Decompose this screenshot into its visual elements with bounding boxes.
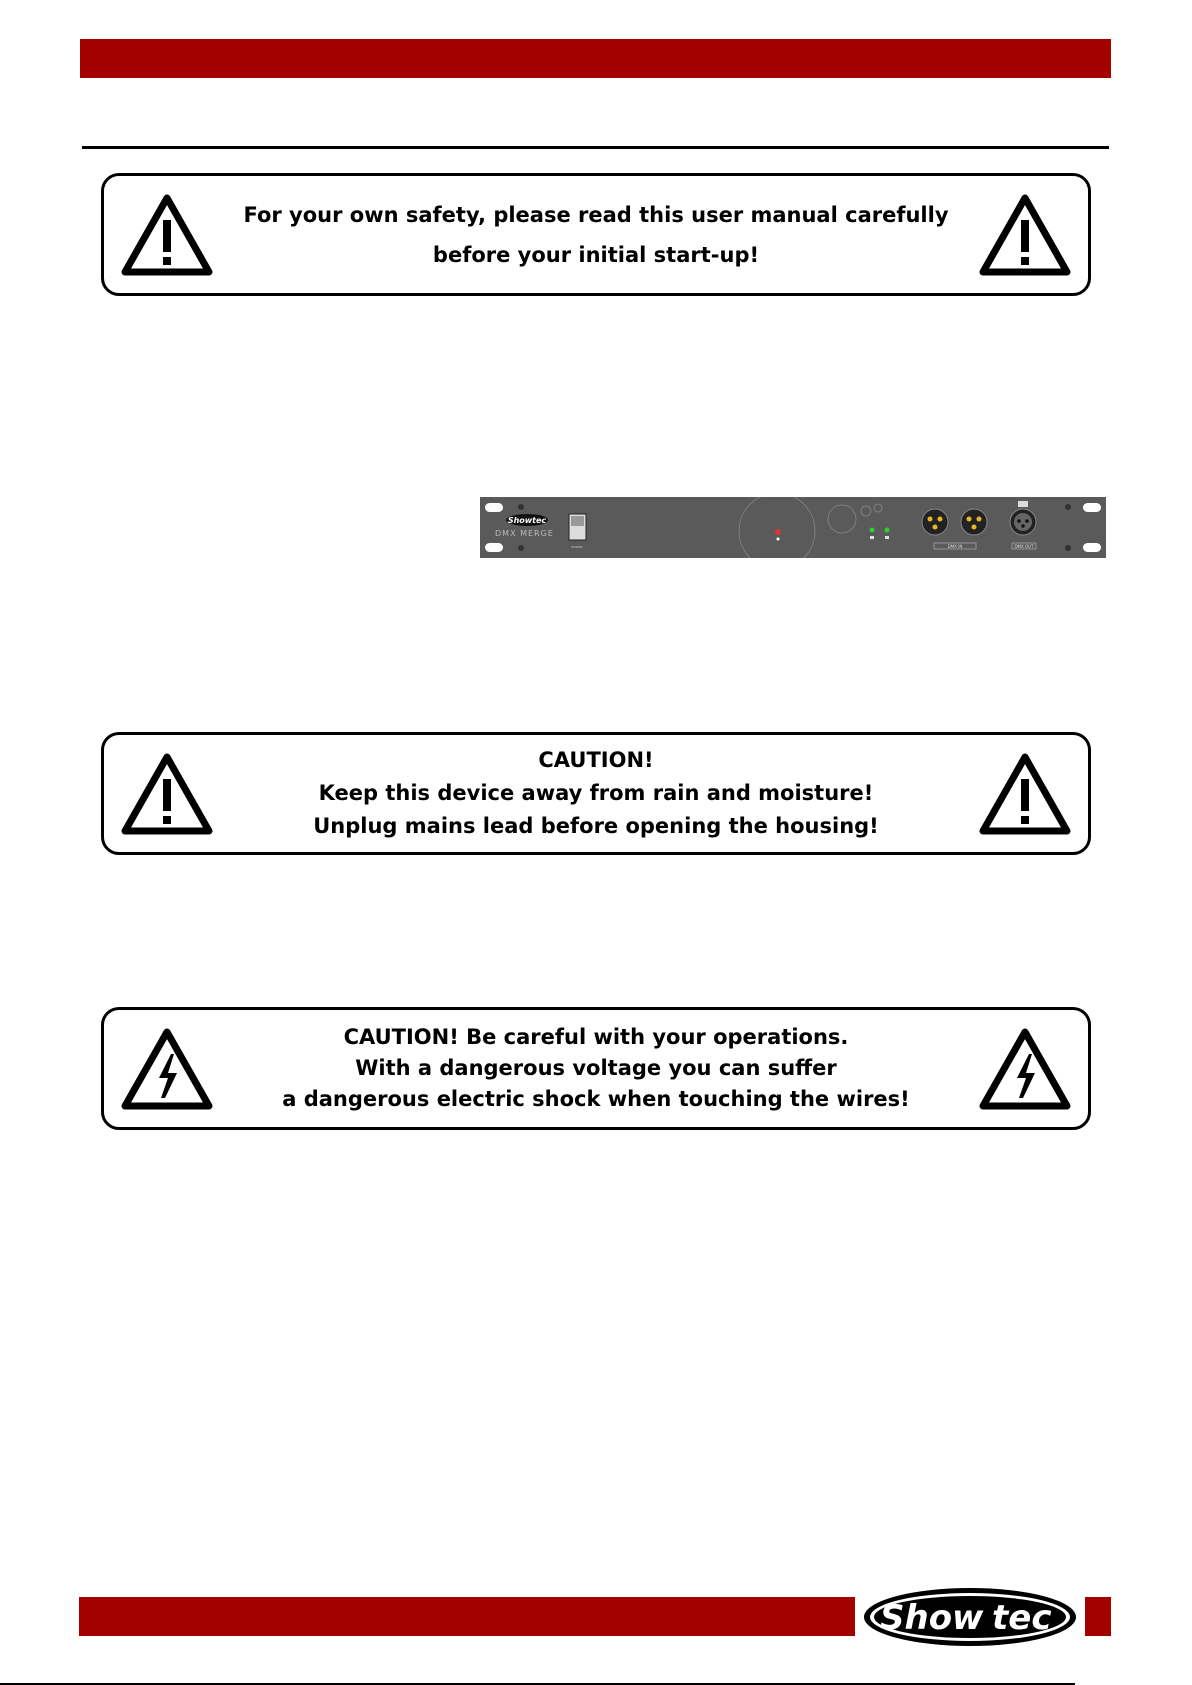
safety-warning-line1: For your own safety, please read this user manual carefully xyxy=(243,202,949,227)
safety-warning-line2: before your initial start-up! xyxy=(432,242,760,267)
safety-warning-text xyxy=(234,176,958,293)
warning-icon xyxy=(121,753,213,835)
logo-word-tec: tec xyxy=(992,1598,1052,1638)
warning-icon xyxy=(979,194,1071,276)
header-bar xyxy=(80,39,1111,78)
power-switch-label: POWER xyxy=(571,545,583,549)
moisture-warning-line1: CAUTION! xyxy=(538,748,654,772)
dmx-merge-front-panel xyxy=(480,497,1106,558)
voltage-warning-line2: With a dangerous voltage you can suffer xyxy=(355,1056,837,1080)
high-voltage-icon xyxy=(121,1028,213,1110)
high-voltage-icon xyxy=(979,1028,1071,1110)
footer-bar-end xyxy=(1085,1597,1111,1636)
header-rule xyxy=(82,146,1109,149)
safety-warning-box xyxy=(101,173,1091,296)
moisture-warning-line2: Keep this device away from rain and moisture! xyxy=(318,781,874,805)
warning-icon xyxy=(121,194,213,276)
moisture-warning-box xyxy=(101,732,1091,855)
voltage-warning-line3: a dangerous electric shock when touching the wires! xyxy=(282,1087,910,1111)
voltage-warning-line1: CAUTION! Be careful with your operations. xyxy=(343,1025,849,1049)
device-model-label: DMX MERGE xyxy=(495,529,554,538)
moisture-warning-line3: Unplug mains lead before opening the housing! xyxy=(313,814,879,838)
footer-bar xyxy=(79,1597,855,1636)
warning-icon xyxy=(979,753,1071,835)
dmx-out-label: DMX OUT xyxy=(1014,544,1034,549)
moisture-warning-text xyxy=(234,735,958,852)
logo-word-show: Show xyxy=(880,1598,984,1638)
device-brand-label: Showtec xyxy=(507,516,547,525)
dmx-in-label: DMX IN xyxy=(947,544,963,549)
showtec-logo xyxy=(862,1586,1078,1648)
voltage-warning-box xyxy=(101,1007,1091,1130)
voltage-warning-text xyxy=(234,1010,958,1127)
